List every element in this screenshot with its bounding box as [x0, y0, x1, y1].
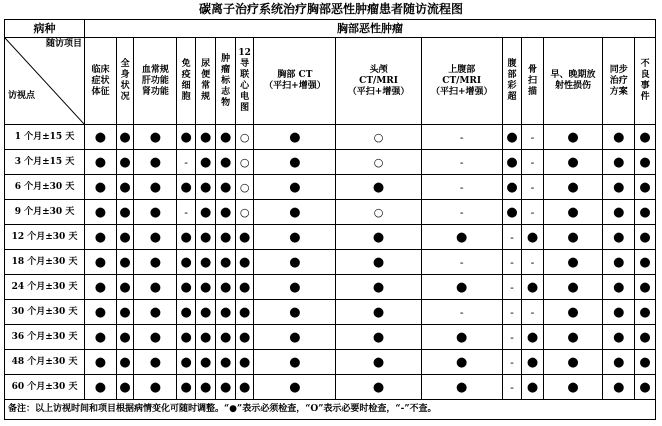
mark-cell: - — [502, 250, 522, 275]
mark-cell: ● — [543, 325, 603, 350]
mark-cell: ● — [195, 275, 216, 300]
visit-point: 1 个月±15 天 — [5, 125, 85, 150]
visit-point: 30 个月±30 天 — [5, 300, 85, 325]
mark-cell: - — [421, 250, 502, 275]
mark-cell: ● — [543, 250, 603, 275]
mark-cell: ● — [134, 375, 177, 400]
mark-cell: - — [522, 200, 544, 225]
table-row — [5, 125, 656, 150]
mark-cell: ● — [235, 275, 253, 300]
mark-cell: ● — [543, 150, 603, 175]
mark-cell: ● — [635, 300, 656, 325]
mark-cell: ● — [134, 250, 177, 275]
mark-cell: ● — [235, 325, 253, 350]
mark-cell: ● — [254, 250, 336, 275]
table-row — [5, 175, 656, 200]
mark-cell: ● — [336, 250, 421, 275]
item-axis-label: 随访项目 — [46, 39, 83, 49]
mark-cell: ● — [254, 300, 336, 325]
column-header: 尿 便 常 规 — [195, 38, 216, 125]
visit-point: 18 个月±30 天 — [5, 250, 85, 275]
mark-cell: ● — [216, 250, 236, 275]
mark-cell: ● — [603, 350, 635, 375]
mark-cell: ● — [543, 275, 603, 300]
mark-cell: ● — [502, 150, 522, 175]
mark-cell: ● — [116, 200, 133, 225]
mark-cell: - — [522, 300, 544, 325]
mark-cell: ● — [502, 175, 522, 200]
mark-cell: ○ — [235, 200, 253, 225]
mark-cell: - — [421, 150, 502, 175]
mark-cell: - — [421, 125, 502, 150]
mark-cell: ● — [116, 175, 133, 200]
mark-cell: ● — [421, 375, 502, 400]
mark-cell: ○ — [336, 125, 421, 150]
mark-cell: ● — [522, 325, 544, 350]
column-header: 腹 部 彩 超 — [502, 38, 522, 125]
column-header: 不 良 事 件 — [635, 38, 656, 125]
mark-cell: ● — [254, 175, 336, 200]
mark-cell: ● — [216, 325, 236, 350]
mark-cell: ● — [116, 375, 133, 400]
mark-cell: ● — [254, 275, 336, 300]
mark-cell: ● — [116, 350, 133, 375]
mark-cell: ● — [216, 275, 236, 300]
mark-cell: ● — [134, 225, 177, 250]
column-header: 上腹部 CT/MRI （平扫+增强） — [421, 38, 502, 125]
disease-label: 病种 — [5, 20, 85, 38]
mark-cell: ● — [216, 175, 236, 200]
mark-cell: ● — [177, 325, 195, 350]
mark-cell: ○ — [336, 200, 421, 225]
mark-cell: ● — [85, 225, 117, 250]
mark-cell: ● — [195, 375, 216, 400]
mark-cell: ● — [85, 150, 117, 175]
mark-cell: ● — [543, 175, 603, 200]
mark-cell: - — [421, 200, 502, 225]
column-header: 肿 瘤 标 志 物 — [216, 38, 236, 125]
mark-cell: ● — [134, 350, 177, 375]
mark-cell: ● — [635, 350, 656, 375]
table-row — [5, 325, 656, 350]
mark-cell: ● — [603, 175, 635, 200]
mark-cell: ● — [177, 375, 195, 400]
mark-cell: ● — [603, 375, 635, 400]
mark-cell: - — [502, 300, 522, 325]
mark-cell: ● — [116, 325, 133, 350]
mark-cell: ● — [336, 300, 421, 325]
mark-cell: ● — [522, 225, 544, 250]
column-header: 12 导 联 心 电 图 — [235, 38, 253, 125]
mark-cell: ● — [177, 175, 195, 200]
mark-cell: ● — [216, 225, 236, 250]
mark-cell: ● — [543, 300, 603, 325]
mark-cell: ● — [177, 275, 195, 300]
mark-cell: - — [522, 150, 544, 175]
mark-cell: ● — [134, 175, 177, 200]
mark-cell: ● — [177, 125, 195, 150]
mark-cell: ○ — [235, 175, 253, 200]
mark-cell: ● — [195, 250, 216, 275]
mark-cell: ● — [177, 225, 195, 250]
mark-cell: ● — [235, 300, 253, 325]
table-row — [5, 300, 656, 325]
table-row — [5, 150, 656, 175]
mark-cell: ● — [421, 225, 502, 250]
mark-cell: ● — [336, 375, 421, 400]
mark-cell: ● — [254, 350, 336, 375]
mark-cell: ● — [635, 225, 656, 250]
mark-cell: ● — [116, 275, 133, 300]
visit-point: 12 个月±30 天 — [5, 225, 85, 250]
mark-cell: ● — [603, 225, 635, 250]
mark-cell: ○ — [235, 125, 253, 150]
mark-cell: ● — [195, 175, 216, 200]
column-header: 临床 症状 体征 — [85, 38, 117, 125]
visit-point: 6 个月±30 天 — [5, 175, 85, 200]
disease-value: 胸部恶性肿瘤 — [85, 20, 656, 38]
mark-cell: ● — [216, 125, 236, 150]
mark-cell: ● — [635, 275, 656, 300]
mark-cell: ● — [543, 125, 603, 150]
mark-cell: ● — [195, 325, 216, 350]
mark-cell: ● — [177, 300, 195, 325]
table-row — [5, 350, 656, 375]
mark-cell: ● — [421, 325, 502, 350]
mark-cell: ● — [603, 325, 635, 350]
column-header: 同步 治疗 方案 — [603, 38, 635, 125]
mark-cell: - — [177, 150, 195, 175]
mark-cell: ● — [85, 175, 117, 200]
mark-cell: ● — [254, 150, 336, 175]
mark-cell: ● — [543, 225, 603, 250]
mark-cell: ● — [635, 200, 656, 225]
mark-cell: ● — [603, 125, 635, 150]
mark-cell: ● — [603, 150, 635, 175]
mark-cell: ● — [116, 125, 133, 150]
mark-cell: ● — [177, 250, 195, 275]
mark-cell: - — [502, 350, 522, 375]
mark-cell: ● — [603, 300, 635, 325]
mark-cell: ● — [543, 200, 603, 225]
mark-cell: ○ — [235, 150, 253, 175]
mark-cell: ● — [254, 200, 336, 225]
mark-cell: ● — [216, 375, 236, 400]
mark-cell: ● — [134, 300, 177, 325]
mark-cell: ● — [134, 125, 177, 150]
note-row — [5, 400, 656, 420]
mark-cell: ● — [254, 325, 336, 350]
mark-cell: ● — [603, 275, 635, 300]
mark-cell: ○ — [336, 150, 421, 175]
mark-cell: ● — [216, 200, 236, 225]
table-row — [5, 225, 656, 250]
mark-cell: ● — [254, 225, 336, 250]
mark-cell: ● — [177, 350, 195, 375]
mark-cell: ● — [635, 150, 656, 175]
visit-point: 9 个月±30 天 — [5, 200, 85, 225]
mark-cell: ● — [336, 275, 421, 300]
column-header: 头颅 CT/MRI （平扫+增强） — [336, 38, 421, 125]
mark-cell: ● — [254, 125, 336, 150]
mark-cell: - — [421, 300, 502, 325]
mark-cell: ● — [216, 150, 236, 175]
mark-cell: ● — [116, 300, 133, 325]
mark-cell: ● — [502, 125, 522, 150]
mark-cell: ● — [543, 375, 603, 400]
mark-cell: ● — [522, 350, 544, 375]
column-header: 骨 扫 描 — [522, 38, 544, 125]
mark-cell: ● — [134, 325, 177, 350]
mark-cell: ● — [603, 250, 635, 275]
mark-cell: ● — [85, 125, 117, 150]
mark-cell: ● — [216, 300, 236, 325]
visit-point: 60 个月±30 天 — [5, 375, 85, 400]
mark-cell: - — [177, 200, 195, 225]
mark-cell: ● — [522, 275, 544, 300]
visit-axis-label: 访视点 — [8, 91, 36, 101]
mark-cell: ● — [195, 350, 216, 375]
mark-cell: ● — [85, 375, 117, 400]
mark-cell: ● — [195, 125, 216, 150]
mark-cell: ● — [522, 375, 544, 400]
mark-cell: ● — [635, 325, 656, 350]
mark-cell: ● — [116, 150, 133, 175]
mark-cell: ● — [421, 275, 502, 300]
table-row — [5, 275, 656, 300]
mark-cell: ● — [502, 200, 522, 225]
mark-cell: - — [522, 125, 544, 150]
mark-cell: ● — [235, 350, 253, 375]
mark-cell: ● — [635, 250, 656, 275]
mark-cell: ● — [216, 350, 236, 375]
mark-cell: - — [421, 175, 502, 200]
mark-cell: ● — [336, 175, 421, 200]
header-row-items — [5, 38, 656, 125]
mark-cell: ● — [635, 175, 656, 200]
mark-cell: ● — [195, 150, 216, 175]
table-row — [5, 250, 656, 275]
mark-cell: ● — [336, 325, 421, 350]
column-header: 血常规 肝功能 肾功能 — [134, 38, 177, 125]
column-header: 早、晚期放 射性损伤 — [543, 38, 603, 125]
mark-cell: ● — [235, 375, 253, 400]
mark-cell: ● — [85, 350, 117, 375]
mark-cell: ● — [116, 250, 133, 275]
mark-cell: ● — [543, 350, 603, 375]
column-header: 免 疫 细 胞 — [177, 38, 195, 125]
mark-cell: ● — [195, 200, 216, 225]
followup-table — [4, 19, 656, 420]
mark-cell: ● — [134, 200, 177, 225]
mark-cell: ● — [235, 250, 253, 275]
table-row — [5, 200, 656, 225]
visit-point: 24 个月±30 天 — [5, 275, 85, 300]
mark-cell: - — [502, 375, 522, 400]
mark-cell: ● — [85, 200, 117, 225]
mark-cell: ● — [134, 275, 177, 300]
visit-point: 48 个月±30 天 — [5, 350, 85, 375]
mark-cell: ● — [336, 225, 421, 250]
mark-cell: - — [502, 325, 522, 350]
mark-cell: - — [522, 175, 544, 200]
mark-cell: ● — [254, 375, 336, 400]
page-title: 碳离子治疗系统治疗胸部恶性肿瘤患者随访流程图 — [198, 2, 463, 16]
note-text: 备注：以上访视时间和项目根据病情变化可随时调整。“●”表示必须检查，“O”表示必要时检查，“-”不查。 — [5, 400, 656, 420]
mark-cell: ● — [85, 325, 117, 350]
diagonal-header-cell — [5, 38, 85, 125]
visit-point: 36 个月±30 天 — [5, 325, 85, 350]
table-row — [5, 375, 656, 400]
mark-cell: ● — [134, 150, 177, 175]
mark-cell: ● — [635, 125, 656, 150]
mark-cell: ● — [85, 275, 117, 300]
mark-cell: ● — [635, 375, 656, 400]
mark-cell: ● — [421, 350, 502, 375]
mark-cell: ● — [336, 350, 421, 375]
mark-cell: - — [522, 250, 544, 275]
mark-cell: ● — [116, 225, 133, 250]
mark-cell: ● — [195, 225, 216, 250]
mark-cell: ● — [195, 300, 216, 325]
visit-point: 3 个月±15 天 — [5, 150, 85, 175]
column-header: 全 身 状 况 — [116, 38, 133, 125]
header-row-disease — [5, 20, 656, 38]
mark-cell: ● — [235, 225, 253, 250]
mark-cell: ● — [85, 300, 117, 325]
mark-cell: - — [502, 275, 522, 300]
column-header: 胸部 CT （平扫+增强） — [254, 38, 336, 125]
mark-cell: ● — [85, 250, 117, 275]
mark-cell: ● — [603, 200, 635, 225]
mark-cell: - — [502, 225, 522, 250]
